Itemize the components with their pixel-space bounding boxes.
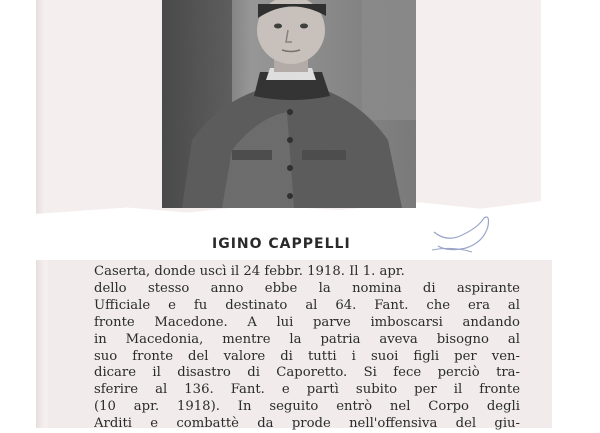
text-line: Ufficiale e fu destinato al 64. Fant. che era al [94,297,520,313]
text-line: Caserta, donde uscì il 24 febbr. 1918. Il 1. apr. [94,264,405,279]
text-line: dello stesso anno ebbe la nomina di aspirante [94,280,520,296]
text-line: in Macedonia, mentre la patria aveva bisogno al [94,331,520,347]
text-line: fronte Macedone. A lui parve imboscarsi andando [94,314,520,330]
portrait-photo-drawing [162,0,416,208]
biography-text [94,264,520,433]
portrait-photo [162,0,416,208]
handwritten-mark [426,212,496,258]
person-name-heading: IGINO CAPPELLI [212,236,351,252]
text-line: (10 apr. 1918). In seguito entrò nel Corpo degli [94,399,520,415]
text-line: dicare il disastro di Caporetto. Si fece perciò tra- [94,365,520,381]
text-line: suo fronte del valore di tutti i suoi figli per ven- [94,348,520,364]
text-line: sferire al 136. Fant. e partì subito per il fronte [94,382,520,398]
text-line: Arditi e combattè da prode nell'offensiva del giu- [94,416,520,432]
